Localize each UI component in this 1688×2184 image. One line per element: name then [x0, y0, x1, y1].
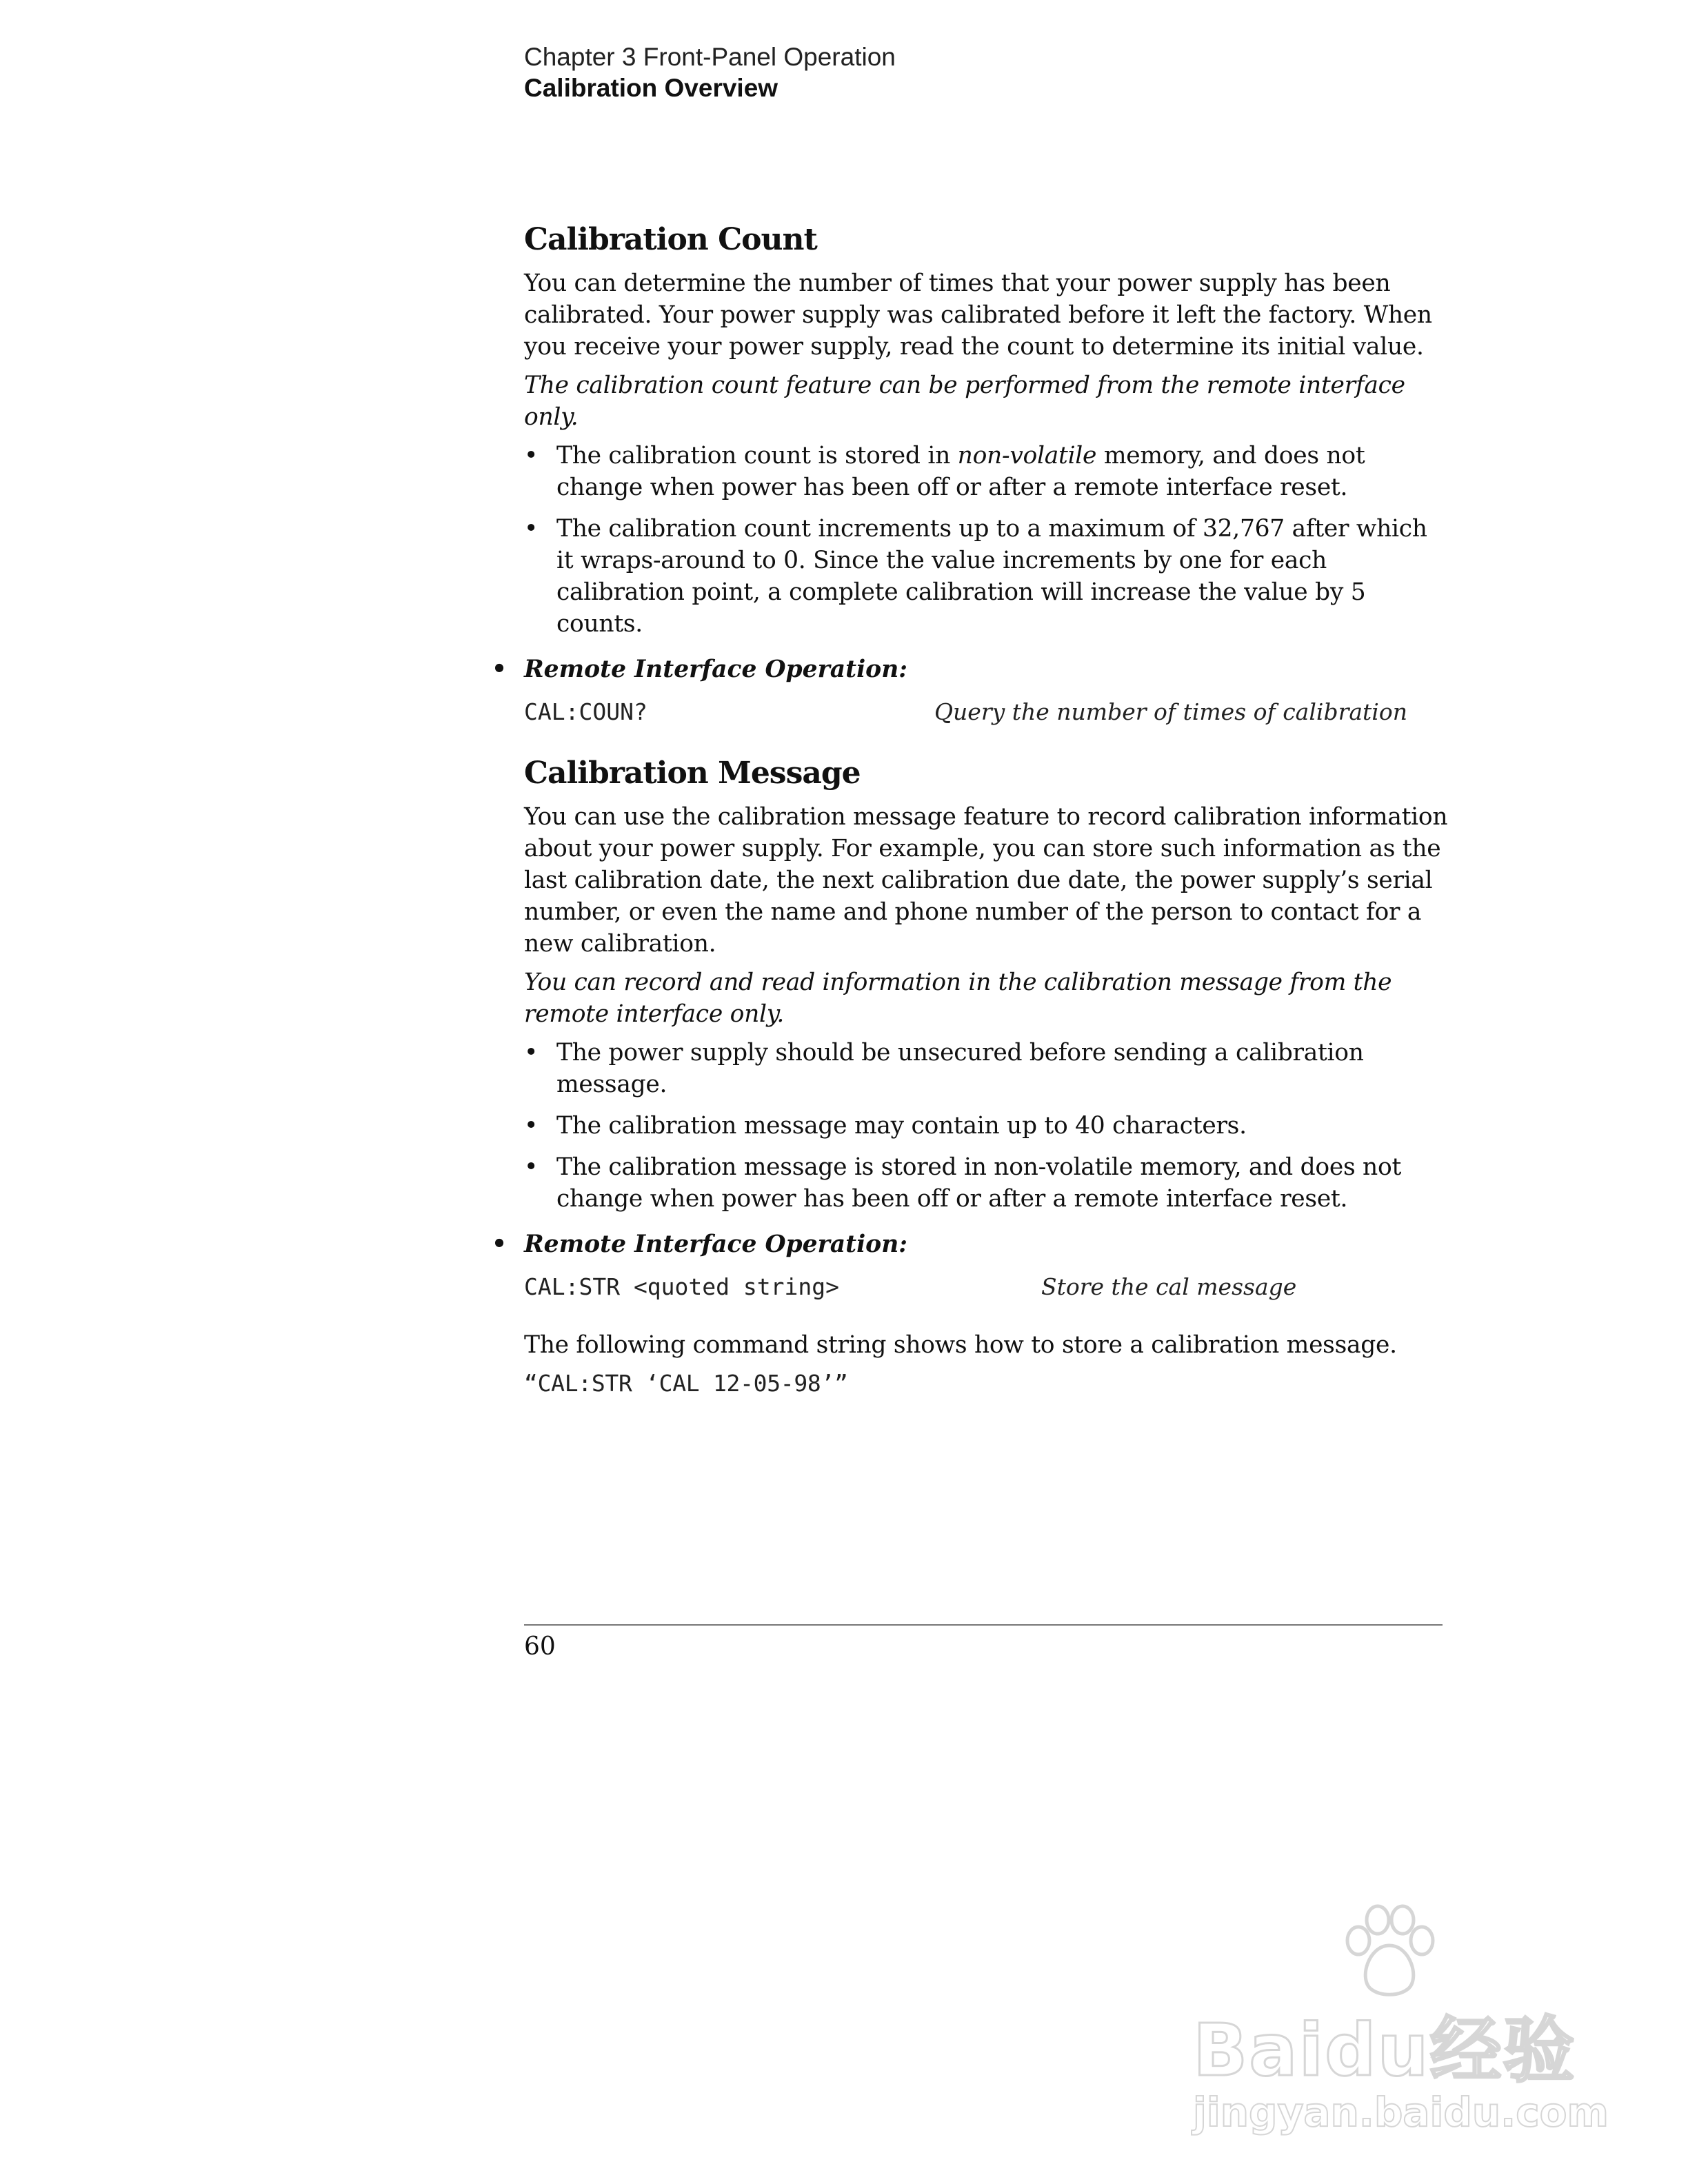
- list-item: [524, 1037, 1448, 1100]
- bullet-icon: •: [492, 1231, 508, 1258]
- calibration-count-intro: You can determine the number of times that your power supply has been calibrated. Your power supply was calibrated before it left the factory. When you receive your power supply, read the count to determine its initial value.: [524, 270, 1432, 361]
- command-description: Query the number of times of calibration: [934, 698, 1407, 725]
- command-row: [524, 1271, 1448, 1313]
- footer-divider: [524, 1624, 1443, 1626]
- command-code: CAL:COUN?: [524, 698, 647, 725]
- command-code: CAL:STR <quoted string>: [524, 1273, 839, 1300]
- calibration-message-list: [524, 1037, 1448, 1215]
- list-item: [524, 440, 1448, 503]
- calibration-message-heading: Calibration Message: [524, 756, 861, 791]
- calibration-message-intro: You can use the calibration message feature to record calibration information about your power supply. For example, you can store such information as the last calibration date, the next calibration due date, the power supply’s serial number, or even the name and phone number of the person to contact for a new calibration.: [524, 803, 1448, 958]
- bullet-icon: •: [524, 1112, 539, 1140]
- command-description: Store the cal message: [1041, 1273, 1297, 1300]
- bullet-icon: •: [524, 1153, 539, 1181]
- list-item-text: The power supply should be unsecured before sending a calibration message.: [556, 1039, 1364, 1098]
- main-content: [492, 221, 1448, 1399]
- remote-interface-label-text: Remote Interface Operation:: [524, 656, 908, 683]
- calibration-count-list: [524, 440, 1448, 640]
- watermark-url: jingyan.baidu.com: [1193, 2089, 1609, 2136]
- baidu-watermark: [1179, 1903, 1609, 2165]
- calibration-message-note: You can record and read information in the calibration message from the remote interface only.: [524, 969, 1392, 1028]
- calibration-count-note: The calibration count feature can be performed from the remote interface only.: [524, 372, 1405, 431]
- section-title: Calibration Overview: [524, 74, 778, 102]
- paw-icon: [1338, 1903, 1441, 1999]
- list-item-emphasis: non-volatile: [957, 442, 1097, 469]
- list-item: [524, 513, 1448, 640]
- list-item-text: The calibration message is stored in non-volatile memory, and does not change when power has been off or after a remote interface reset.: [556, 1153, 1402, 1213]
- bullet-icon: •: [524, 442, 539, 469]
- list-item-text-post: memory, and does not change when power has been off or after a remote interface reset.: [556, 442, 1365, 501]
- list-item: [524, 1151, 1448, 1215]
- example-intro: The following command string shows how to store a calibration message.: [524, 1331, 1397, 1359]
- bullet-icon: •: [492, 656, 508, 683]
- bullet-icon: •: [524, 515, 539, 543]
- calibration-count-heading: Calibration Count: [524, 222, 817, 257]
- command-row: [524, 696, 1448, 738]
- bullet-icon: •: [524, 1039, 539, 1066]
- list-item-text-pre: The calibration count is stored in: [556, 442, 958, 469]
- example-command: “CAL:STR ‘CAL 12-05-98’”: [524, 1370, 848, 1397]
- remote-interface-label: [492, 1228, 1448, 1260]
- running-header: [524, 41, 896, 103]
- watermark-brand: Baidu经验: [1193, 2008, 1576, 2092]
- remote-interface-label-text: Remote Interface Operation:: [524, 1231, 908, 1258]
- chapter-title: Chapter 3 Front-Panel Operation: [524, 43, 896, 71]
- page-number: 60: [524, 1632, 556, 1661]
- remote-interface-label: [492, 654, 1448, 685]
- list-item-text: The calibration count increments up to a maximum of 32,767 after which it wraps-around to 0. Since the value increments by one for each calibration point, a complete calibration will increase the value by 5 counts.: [556, 515, 1427, 638]
- list-item: [524, 1110, 1448, 1142]
- list-item-text: The calibration message may contain up to 40 characters.: [556, 1112, 1247, 1140]
